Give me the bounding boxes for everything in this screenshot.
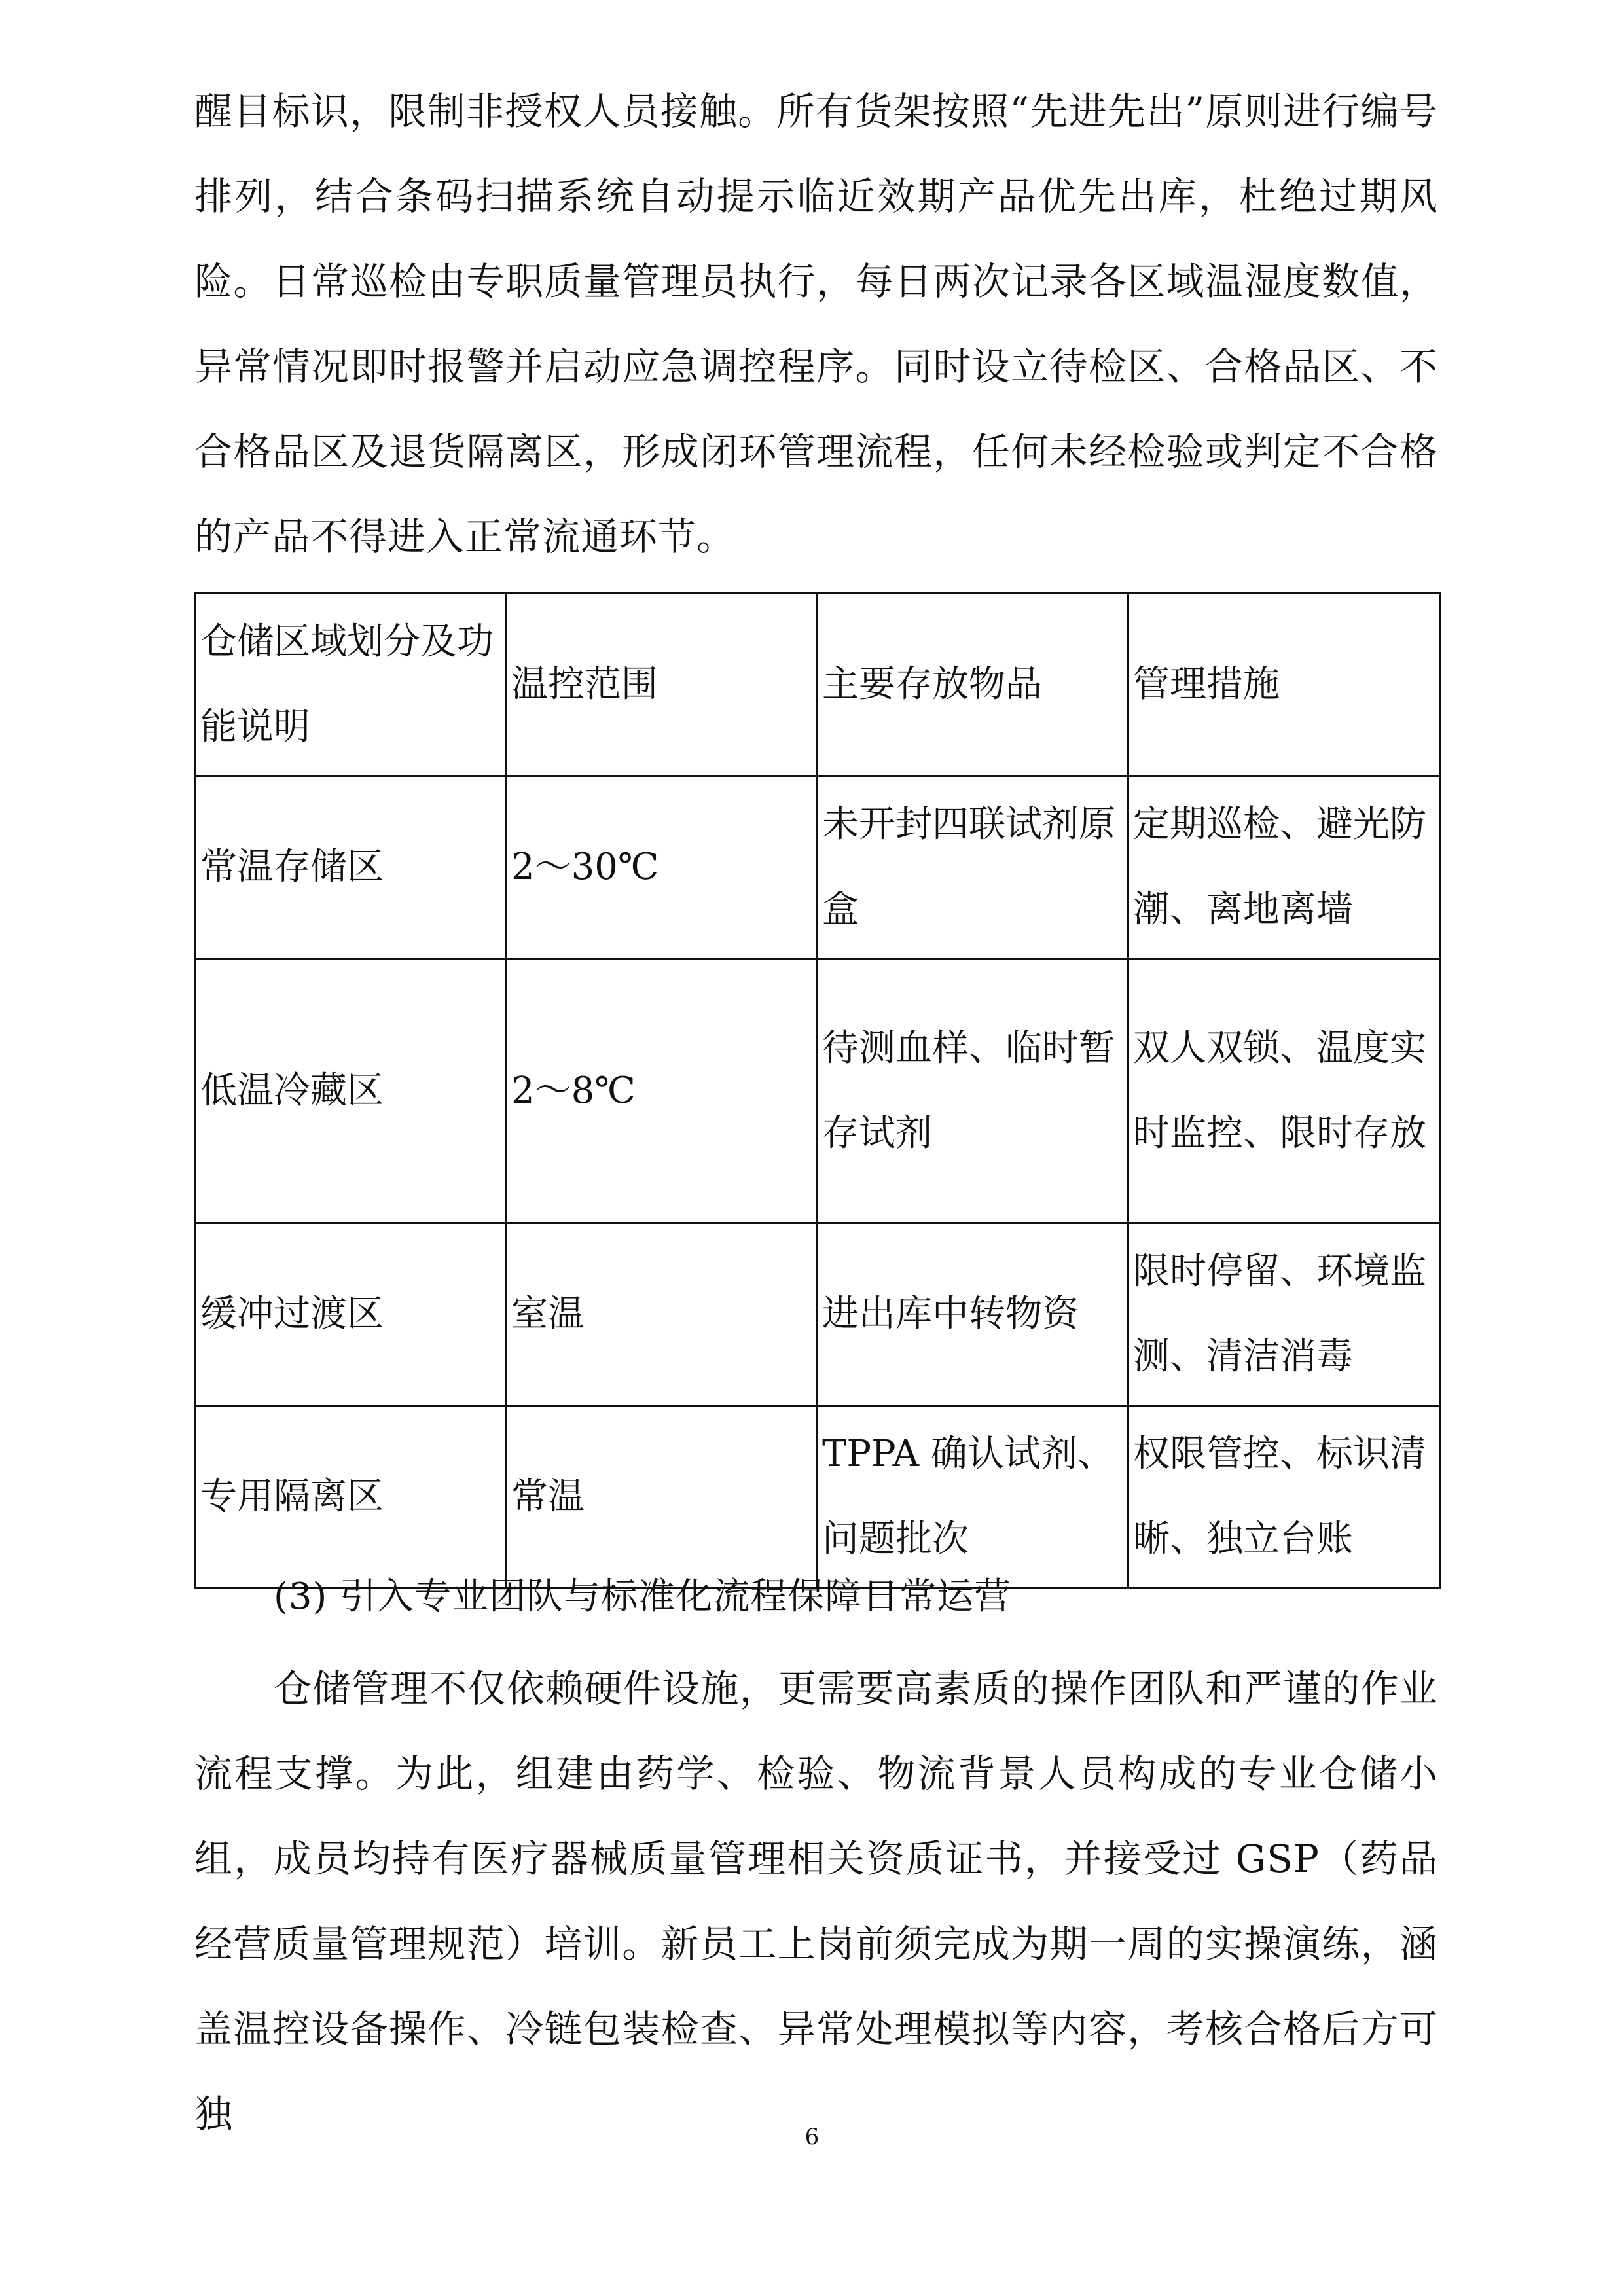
- table-row: [196, 959, 1441, 1223]
- storage-zone-table: [194, 592, 1441, 1589]
- table-row: [196, 776, 1441, 959]
- table-header-cell: 仓储区域划分及功能说明: [196, 594, 507, 776]
- table-header-cell: 温控范围: [507, 594, 818, 776]
- table-cell: 专用隔离区: [196, 1406, 507, 1588]
- table-cell: 常温存储区: [196, 776, 507, 959]
- body-paragraph-top: 醒目标识，限制非授权人员接触。所有货架按照“先进先出”原则进行编号排列，结合条码扫描系统自动提示临近效期产品优先出库，杜绝过期风险。日常巡检由专职质量管理员执行，每日两次记录各区域温湿度数值，异常情况即时报警并启动应急调控程序。同时设立待检区、合格品区、不合格品区及退货隔离区，形成闭环管理流程，任何未经检验或判定不合格的产品不得进入正常流通环节。: [194, 89, 1438, 559]
- body-paragraph-bottom: 仓储管理不仅依赖硬件设施，更需要高素质的操作团队和严谨的作业流程支撑。为此，组建由药学、检验、物流背景人员构成的专业仓储小组，成员均持有医疗器械质量管理相关资质证书，并接受过 GSP（药品经营质量管理规范）培训。新员工上岗前须完成为期一周的实操演练，涵盖温控设备操作、冷链包装检查、异常处理模拟等内容，考核合格后方可独: [194, 1666, 1438, 2136]
- table-cell: 限时停留、环境监测、清洁消毒: [1128, 1223, 1441, 1406]
- table-cell: 常温: [507, 1406, 818, 1588]
- table-header-cell: 主要存放物品: [818, 594, 1128, 776]
- section-subheading: (3) 引入专业团队与标准化流程保障日常运营: [274, 1575, 1012, 1618]
- table-cell: 待测血样、临时暂存试剂: [818, 959, 1128, 1223]
- table-row: [196, 1223, 1441, 1406]
- table-cell: 未开封四联试剂原盒: [818, 776, 1128, 959]
- table-cell: TPPA 确认试剂、问题批次: [818, 1406, 1128, 1588]
- table-cell: 2～30℃: [507, 776, 818, 959]
- table-row: [196, 1406, 1441, 1588]
- table-cell: 2～8℃: [507, 959, 818, 1223]
- table-cell: 双人双锁、温度实时监控、限时存放: [1128, 959, 1441, 1223]
- page-number: 6: [804, 2124, 820, 2150]
- table-cell: 进出库中转物资: [818, 1223, 1128, 1406]
- table-cell: 权限管控、标识清晰、独立台账: [1128, 1406, 1441, 1588]
- table-header-cell: 管理措施: [1128, 594, 1441, 776]
- table-header-row: [196, 594, 1441, 776]
- table-cell: 缓冲过渡区: [196, 1223, 507, 1406]
- table-cell: 室温: [507, 1223, 818, 1406]
- table-cell: 低温冷藏区: [196, 959, 507, 1223]
- table-cell: 定期巡检、避光防潮、离地离墙: [1128, 776, 1441, 959]
